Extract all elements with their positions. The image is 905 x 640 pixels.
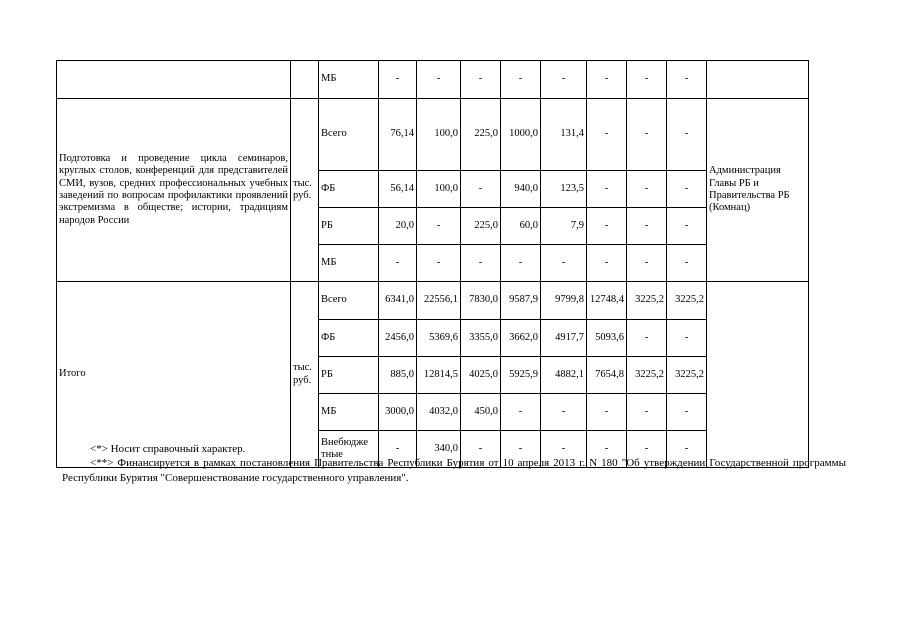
year-value-cell: - — [541, 245, 587, 282]
year-value-cell: - — [501, 245, 541, 282]
row-executor: Администрация Главы РБ и Правительства РБ (Комнац) — [707, 99, 809, 282]
row-executor — [707, 61, 809, 99]
year-value-cell: 3225,2 — [627, 357, 667, 394]
year-value-cell: - — [587, 431, 627, 468]
footnote-financing: <**> Финансируется в рамках постановления Правительства Республики Бурятия от 10 апреля 2013 г. N 180 "Об утверждении Государственной программы Республики Бурятия "Совершенствование государственного управления". — [62, 457, 846, 484]
row-description: Итого — [57, 282, 291, 468]
year-value-cell: - — [379, 245, 417, 282]
year-value-cell: - — [501, 431, 541, 468]
year-value-cell: - — [667, 394, 707, 431]
year-value-cell: 7830,0 — [461, 282, 501, 320]
funding-source: МБ — [319, 394, 379, 431]
year-value-cell: 12814,5 — [417, 357, 461, 394]
year-value-cell: - — [627, 320, 667, 357]
year-value-cell: - — [627, 61, 667, 99]
funding-source: МБ — [319, 61, 379, 99]
row-description: Подготовка и проведение цикла семинаров, круглых столов, конференций для представителей СМИ, вузов, средних профессиональных учебных заведений по вопросам профилактики проявлений экстремизма в обществе; истории, традициям народов России — [57, 99, 291, 282]
row-unit: тыс. руб. — [291, 282, 319, 468]
year-value-cell: 131,4 — [541, 99, 587, 171]
year-value-cell: - — [587, 245, 627, 282]
year-value-cell: - — [627, 208, 667, 245]
year-value-cell: - — [627, 394, 667, 431]
year-value-cell: 3225,2 — [667, 282, 707, 320]
year-value-cell: 123,5 — [541, 171, 587, 208]
year-value-cell: 3000,0 — [379, 394, 417, 431]
budget-table-body — [57, 61, 809, 468]
row-unit: тыс. руб. — [291, 99, 319, 282]
year-value-cell: - — [541, 394, 587, 431]
year-value-cell: 1000,0 — [501, 99, 541, 171]
funding-source: Внебюдже тные — [319, 431, 379, 468]
year-value-cell: - — [667, 320, 707, 357]
year-value-cell: - — [667, 431, 707, 468]
year-value-cell: 76,14 — [379, 99, 417, 171]
year-value-cell: 4032,0 — [417, 394, 461, 431]
table-row — [57, 282, 809, 320]
year-value-cell: - — [587, 171, 627, 208]
year-value-cell: 22556,1 — [417, 282, 461, 320]
year-value-cell: 3225,2 — [627, 282, 667, 320]
year-value-cell: - — [627, 171, 667, 208]
year-value-cell: 3662,0 — [501, 320, 541, 357]
year-value-cell: - — [461, 171, 501, 208]
year-value-cell: 100,0 — [417, 171, 461, 208]
year-value-cell: 2456,0 — [379, 320, 417, 357]
year-value-cell: - — [417, 61, 461, 99]
year-value-cell: 56,14 — [379, 171, 417, 208]
year-value-cell: 9799,8 — [541, 282, 587, 320]
year-value-cell: - — [379, 431, 417, 468]
year-value-cell: - — [627, 245, 667, 282]
year-value-cell: 20,0 — [379, 208, 417, 245]
table-row — [57, 61, 809, 99]
year-value-cell: - — [587, 394, 627, 431]
year-value-cell: - — [417, 245, 461, 282]
year-value-cell: 4882,1 — [541, 357, 587, 394]
year-value-cell: - — [627, 99, 667, 171]
year-value-cell: 12748,4 — [587, 282, 627, 320]
year-value-cell: 225,0 — [461, 208, 501, 245]
funding-source: Всего — [319, 282, 379, 320]
year-value-cell: 6341,0 — [379, 282, 417, 320]
year-value-cell: - — [461, 245, 501, 282]
year-value-cell: 5925,9 — [501, 357, 541, 394]
year-value-cell: 450,0 — [461, 394, 501, 431]
year-value-cell: - — [417, 208, 461, 245]
year-value-cell: - — [587, 208, 627, 245]
year-value-cell: 9587,9 — [501, 282, 541, 320]
year-value-cell: 340,0 — [417, 431, 461, 468]
year-value-cell: - — [541, 61, 587, 99]
year-value-cell: - — [501, 394, 541, 431]
year-value-cell: 60,0 — [501, 208, 541, 245]
year-value-cell: 4025,0 — [461, 357, 501, 394]
year-value-cell: - — [667, 61, 707, 99]
year-value-cell: - — [667, 208, 707, 245]
funding-source: Всего — [319, 99, 379, 171]
funding-source: РБ — [319, 357, 379, 394]
row-unit — [291, 61, 319, 99]
year-value-cell: - — [501, 61, 541, 99]
year-value-cell: 940,0 — [501, 171, 541, 208]
funding-source: ФБ — [319, 171, 379, 208]
budget-table — [56, 60, 809, 468]
year-value-cell: - — [667, 171, 707, 208]
row-description — [57, 61, 291, 99]
year-value-cell: 100,0 — [417, 99, 461, 171]
year-value-cell: 5369,6 — [417, 320, 461, 357]
year-value-cell: - — [627, 431, 667, 468]
footnotes — [62, 442, 846, 485]
funding-source: РБ — [319, 208, 379, 245]
year-value-cell: 885,0 — [379, 357, 417, 394]
year-value-cell: 3225,2 — [667, 357, 707, 394]
year-value-cell: - — [461, 431, 501, 468]
year-value-cell: - — [667, 245, 707, 282]
year-value-cell: 5093,6 — [587, 320, 627, 357]
year-value-cell: 3355,0 — [461, 320, 501, 357]
year-value-cell: 7654,8 — [587, 357, 627, 394]
year-value-cell: 4917,7 — [541, 320, 587, 357]
year-value-cell: 7,9 — [541, 208, 587, 245]
funding-source: МБ — [319, 245, 379, 282]
year-value-cell: - — [461, 61, 501, 99]
year-value-cell: - — [667, 99, 707, 171]
year-value-cell: 225,0 — [461, 99, 501, 171]
year-value-cell: - — [587, 61, 627, 99]
row-executor — [707, 282, 809, 468]
table-row — [57, 99, 809, 171]
funding-source: ФБ — [319, 320, 379, 357]
footnote-reference: <*> Носит справочный характер. — [90, 443, 246, 455]
year-value-cell: - — [587, 99, 627, 171]
year-value-cell: - — [379, 61, 417, 99]
year-value-cell: - — [541, 431, 587, 468]
